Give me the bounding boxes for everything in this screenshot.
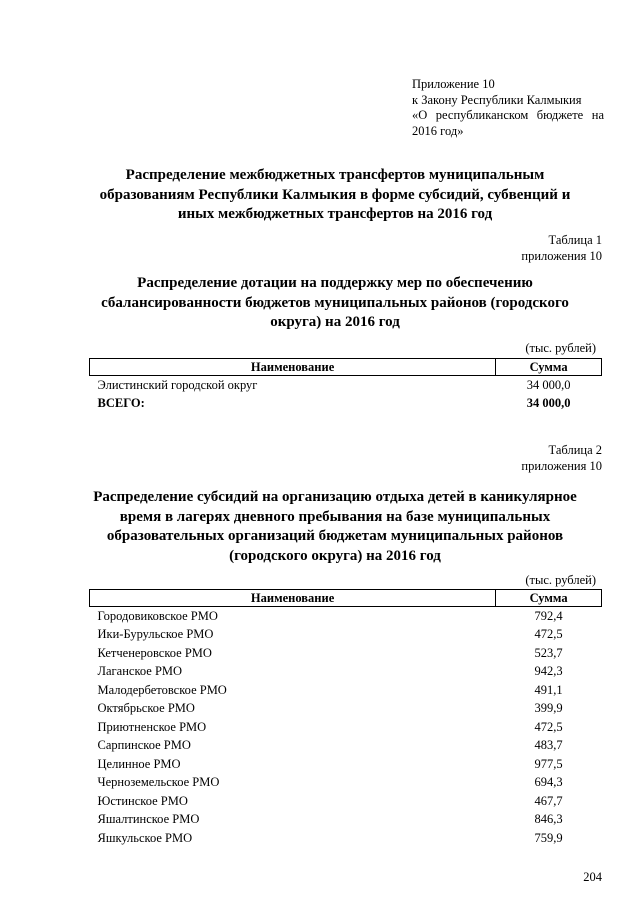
table-ref-line: приложения 10 [521,249,602,263]
table-row [90,681,602,700]
table-header-row [90,359,602,376]
table-title-line: (городского округа) на 2016 год [229,547,441,564]
table2-units: (тыс. рублей) [525,573,596,587]
row-name: Октябрьское РМО [97,701,195,716]
appendix-word: республиканском [435,108,529,122]
table-row [90,755,602,774]
row-sum: 472,5 [534,627,563,642]
column-header-name: Наименование [90,359,496,376]
table-title-line: Распределение субсидий на организацию отдыха детей в каникулярное [93,489,577,505]
appendix-word: на [591,108,604,122]
table-row [90,737,602,756]
table2 [89,589,602,848]
main-title-line: Распределение межбюджетных трансфертов муниципальным [125,167,545,183]
total-label: ВСЕГО: [97,396,145,411]
table1 [89,358,602,413]
row-name: Целинное РМО [97,756,181,771]
row-name: Малодербетовское РМО [97,682,227,697]
appendix-word: «О [412,108,428,122]
row-name: Элистинский городской округ [97,377,258,392]
row-name: Черноземельское РМО [97,775,220,790]
row-sum: 472,5 [534,719,563,734]
column-header-name: Наименование [90,590,496,607]
table2-reference [521,442,602,474]
row-sum: 942,3 [534,664,563,679]
table-row [90,829,602,848]
row-sum: 523,7 [534,645,563,660]
main-title [80,166,590,225]
table-row [90,792,602,811]
row-sum: 694,3 [534,775,563,790]
table-title-line: округа) на 2016 год [270,314,400,330]
table-row [90,376,602,395]
appendix-line: 2016 год» [412,123,464,138]
table1-reference [521,232,602,264]
row-name: Кетченеровское РМО [97,645,212,660]
table-header-row [90,590,602,607]
row-sum: 399,9 [534,701,563,716]
row-sum: 977,5 [534,756,563,771]
row-sum: 34 000,0 [526,377,571,392]
table-title-line: сбалансированности бюджетов муниципальных районов (городского [101,294,569,311]
row-sum: 483,7 [534,738,563,753]
table-row [90,774,602,793]
main-title-line: иных межбюджетных трансфертов на 2016 год [177,206,493,222]
appendix-line: Приложение 10 [412,77,495,91]
appendix-word: бюджете [536,108,584,122]
table-row [90,626,602,645]
row-name: Приютненское РМО [97,719,207,734]
table-title-line: время в лагерях дневного пребывания на базе муниципальных [119,508,551,525]
row-sum: 846,3 [534,812,563,827]
appendix-line [412,108,604,124]
table-ref-line: Таблица 2 [548,443,602,457]
row-sum: 467,7 [534,793,563,808]
appendix-reference [412,77,604,139]
total-sum: 34 000,0 [526,396,571,411]
table-total-row [90,395,602,414]
table1-units: (тыс. рублей) [525,341,596,355]
table-row [90,663,602,682]
row-name: Юстинское РМО [97,793,188,808]
appendix-line: к Закону Республики Калмыкия [412,92,582,107]
row-sum: 491,1 [534,682,563,697]
table-ref-line: Таблица 1 [548,233,602,247]
column-header-sum: Сумма [496,359,602,376]
row-name: Яшкульское РМО [97,830,193,845]
row-name: Лаганское РМО [97,664,183,679]
row-sum: 759,9 [534,830,563,845]
table-row [90,718,602,737]
table2-title [80,488,590,566]
table-title-line: Распределение дотации на поддержку мер по обеспечению [137,275,533,291]
row-name: Ики-Бурульское РМО [97,627,214,642]
table1-title [80,274,590,333]
table-ref-line: приложения 10 [521,459,602,473]
table-title-line: образовательных организаций бюджетам муниципальных районов [106,528,564,544]
column-header-sum: Сумма [496,590,602,607]
row-name: Сарпинское РМО [97,738,191,753]
table-row [90,607,602,626]
table-row [90,644,602,663]
table-row [90,700,602,719]
row-name: Яшалтинское РМО [97,812,200,827]
page-number: 204 [583,870,602,884]
row-name: Городовиковское РМО [97,608,218,623]
table-row [90,811,602,830]
main-title-line: образованиям Республики Калмыкия в форме субсидий, субвенций и [99,186,571,203]
row-sum: 792,4 [534,608,563,623]
